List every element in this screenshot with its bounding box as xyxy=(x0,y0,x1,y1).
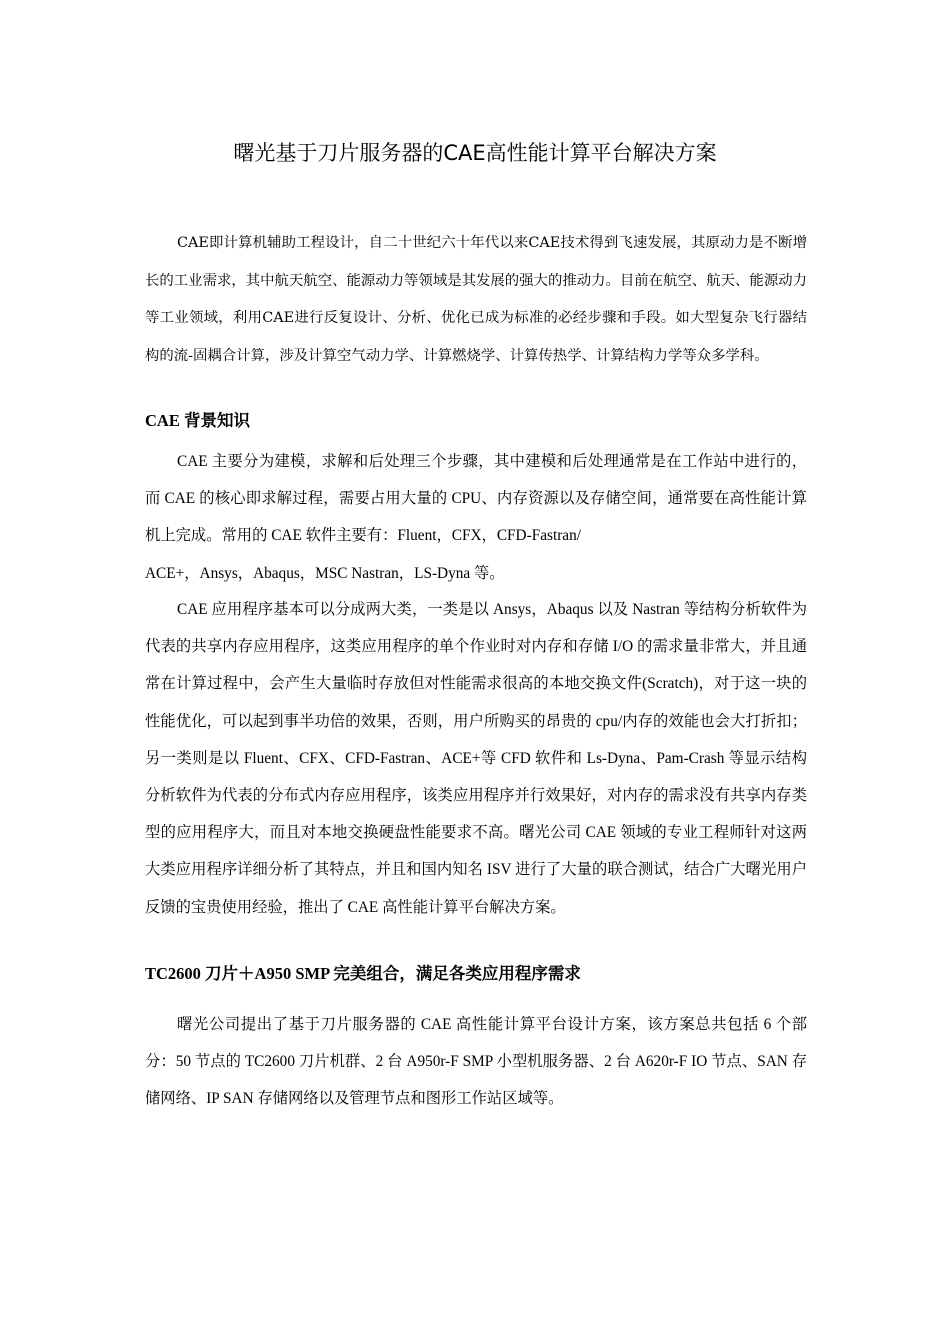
section1-paragraph2: CAE 应用程序基本可以分成两大类，一类是以 Ansys，Abaqus 以及 Nastran 等结构分析软件为代表的共享内存应用程序，这类应用程序的单个作业时对内存和存储 I/O 的需求量非常大，并且通常在计算过程中，会产生大量临时存放但对性能需求很高的本地交换文件(Scratch)，对于这一块的性能优化，可以起到事半功倍的效果，否则，用户所购买的昂贵的 cpu/内存的效能也会大打折扣；另一类则是以 Fluent、CFX、CFD-Fastran、ACE+等 CFD 软件和 Ls-Dyna、Pam-Crash 等显示结构分析软件为代表的分布式内存应用程序，该类应用程序并行效果好，对内存的需求没有共享内存类型的应用程序大，而且对本地交换硬盘性能要求不高。曙光公司 CAE 领域的专业工程师针对这两大类应用程序详细分析了其特点，并且和国内知名 ISV 进行了大量的联合测试，结合广大曙光用户反馈的宝贵使用经验，推出了 CAE 高性能计算平台解决方案。 xyxy=(145,601,807,916)
section-heading-tc2600-a950: TC2600 刀片＋A950 SMP 完美组合，满足各类应用程序需求 xyxy=(145,964,581,983)
section-heading-cae-background: CAE 背景知识 xyxy=(145,411,250,430)
document-title: 曙光基于刀片服务器的CAE高性能计算平台解决方案 xyxy=(233,141,717,165)
section2-paragraph1: 曙光公司提出了基于刀片服务器的 CAE 高性能计算平台设计方案，该方案总共包括 6 个部分：50 节点的 TC2600 刀片机群、2 台 A950r-F SMP 小型机服务器、2 台 A620r-F IO 节点、SAN 存储网络、IP SAN 存储网络以及管理节点和图形工作站区域等。 xyxy=(145,1016,807,1108)
section1-paragraph1: CAE 主要分为建模，求解和后处理三个步骤，其中建模和后处理通常是在工作站中进行的，而 CAE 的核心即求解过程，需要占用大量的 CPU、内存资源以及存储空间，通常要在高性能计算机上完成。常用的 CAE 软件主要有：Fluent，CFX，CFD-Fastran/ xyxy=(145,453,807,545)
intro-paragraph: CAE即计算机辅助工程设计，自二十世纪六十年代以来CAE技术得到飞速发展，其原动力是不断增长的工业需求，其中航天航空、能源动力等领域是其发展的强大的推动力。目前在航空、航天、能源动力等工业领域，利用CAE进行反复设计、分析、优化已成为标准的必经步骤和手段。如大型复杂飞行器结构的流-固耦合计算，涉及计算空气动力学、计算燃烧学、计算传热学、计算结构力学等众多学科。 xyxy=(145,235,807,364)
section1-paragraph1-continued: ACE+，Ansys，Abaqus，MSC Nastran，LS-Dyna 等。 xyxy=(145,565,505,582)
